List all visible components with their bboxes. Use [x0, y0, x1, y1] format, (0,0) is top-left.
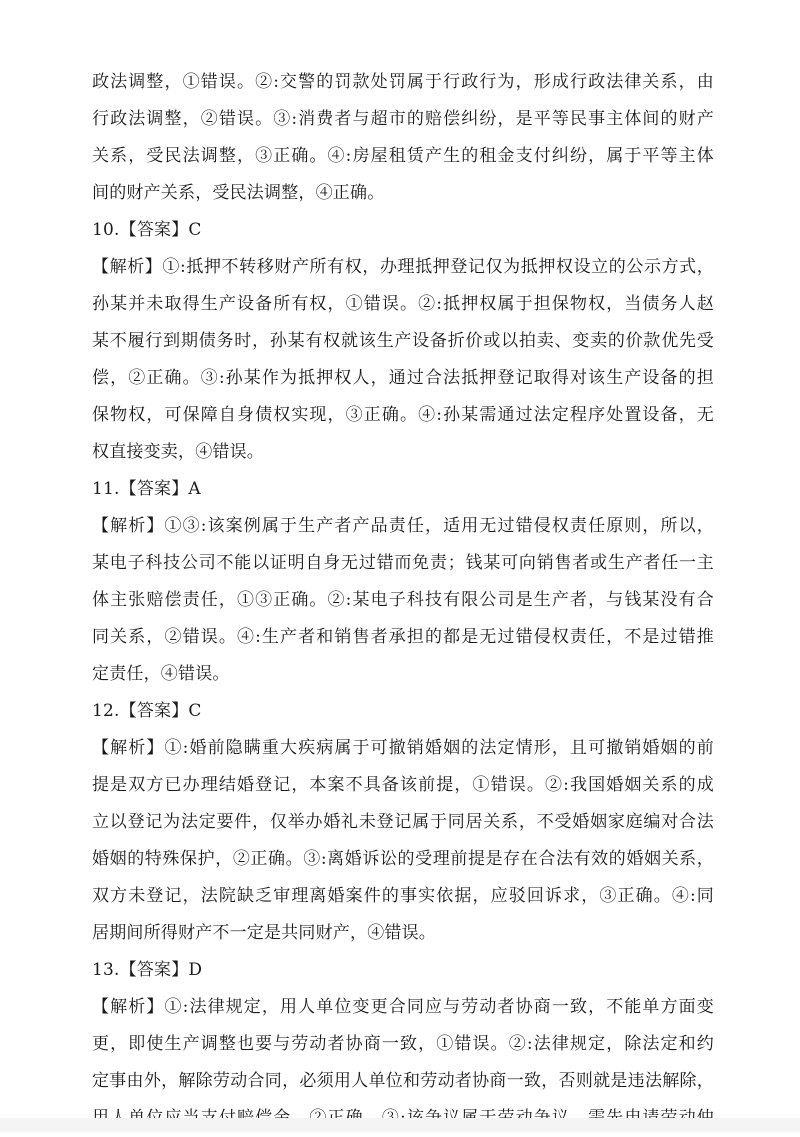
text-line: 【解析】①:抵押不转移财产所有权，办理抵押登记仅为抵押权设立的公示方式， — [92, 257, 714, 277]
page-bottom-shade — [0, 1118, 800, 1132]
text-line: 保物权，可保障自身债权实现，③正确。④:孙某需通过法定程序处置设备，无 — [92, 405, 714, 425]
text-line: 同关系，②错误。④:生产者和销售者承担的都是无过错侵权责任，不是过错推 — [92, 627, 714, 647]
text-line: 双方未登记，法院缺乏审理离婚案件的事实依据，应驳回诉求，③正确。④:同 — [92, 886, 714, 906]
document-page — [92, 64, 714, 1137]
text-line: 政法调整，①错误。②:交警的罚款处罚属于行政行为，形成行政法律关系，由 — [92, 72, 714, 92]
text-line: 某电子科技公司不能以证明自身无过错而免责；钱某可向销售者或生产者任一主 — [92, 553, 714, 573]
text-line: 更，即使生产调整也要与劳动者协商一致，①错误。②:法律规定，除法定和约 — [92, 1034, 714, 1054]
text-line: 关系，受民法调整，③正确。④:房屋租赁产生的租金支付纠纷，属于平等主体 — [92, 146, 714, 166]
text-line: 【解析】①:法律规定，用人单位变更合同应与劳动者协商一致，不能单方面变 — [92, 997, 714, 1017]
text-line: 13.【答案】D — [92, 960, 203, 980]
text-line: 11.【答案】A — [92, 479, 201, 499]
text-line: 【解析】①③:该案例属于生产者产品责任，适用无过错侵权责任原则，所以， — [92, 516, 714, 536]
text-line: 孙某并未取得生产设备所有权，①错误。②:抵押权属于担保物权，当债务人赵 — [92, 294, 714, 314]
text-line: 定责任，④错误。 — [92, 664, 230, 684]
text-line: 婚姻的特殊保护，②正确。③:离婚诉讼的受理前提是存在合法有效的婚姻关系， — [92, 849, 714, 869]
text-line: 偿，②正确。③:孙某作为抵押权人，通过合法抵押登记取得对该生产设备的担 — [92, 368, 714, 388]
text-line: 某不履行到期债务时，孙某有权就该生产设备折价或以拍卖、变卖的价款优先受 — [92, 331, 714, 351]
text-line: 行政法调整，②错误。③:消费者与超市的赔偿纠纷，是平等民事主体间的财产 — [92, 109, 714, 129]
text-line: 立以登记为法定要件，仅举办婚礼未登记属于同居关系，不受婚姻家庭编对合法 — [92, 812, 714, 832]
text-line: 提是双方已办理结婚登记，本案不具备该前提，①错误。②:我国婚姻关系的成 — [92, 775, 714, 795]
text-line: 【解析】①:婚前隐瞒重大疾病属于可撤销婚姻的法定情形，且可撤销婚姻的前 — [92, 738, 714, 758]
text-line: 体主张赔偿责任，①③正确。②:某电子科技有限公司是生产者，与钱某没有合 — [92, 590, 714, 610]
text-line: 10.【答案】C — [92, 220, 202, 240]
text-line: 居期间所得财产不一定是共同财产，④错误。 — [92, 923, 436, 943]
text-line: 间的财产关系，受民法调整，④正确。 — [92, 183, 385, 203]
text-line: 权直接变卖，④错误。 — [92, 442, 264, 462]
text-line: 定事由外，解除劳动合同，必须用人单位和劳动者协商一致，否则就是违法解除， — [92, 1071, 714, 1091]
text-line: 12.【答案】C — [92, 701, 202, 721]
